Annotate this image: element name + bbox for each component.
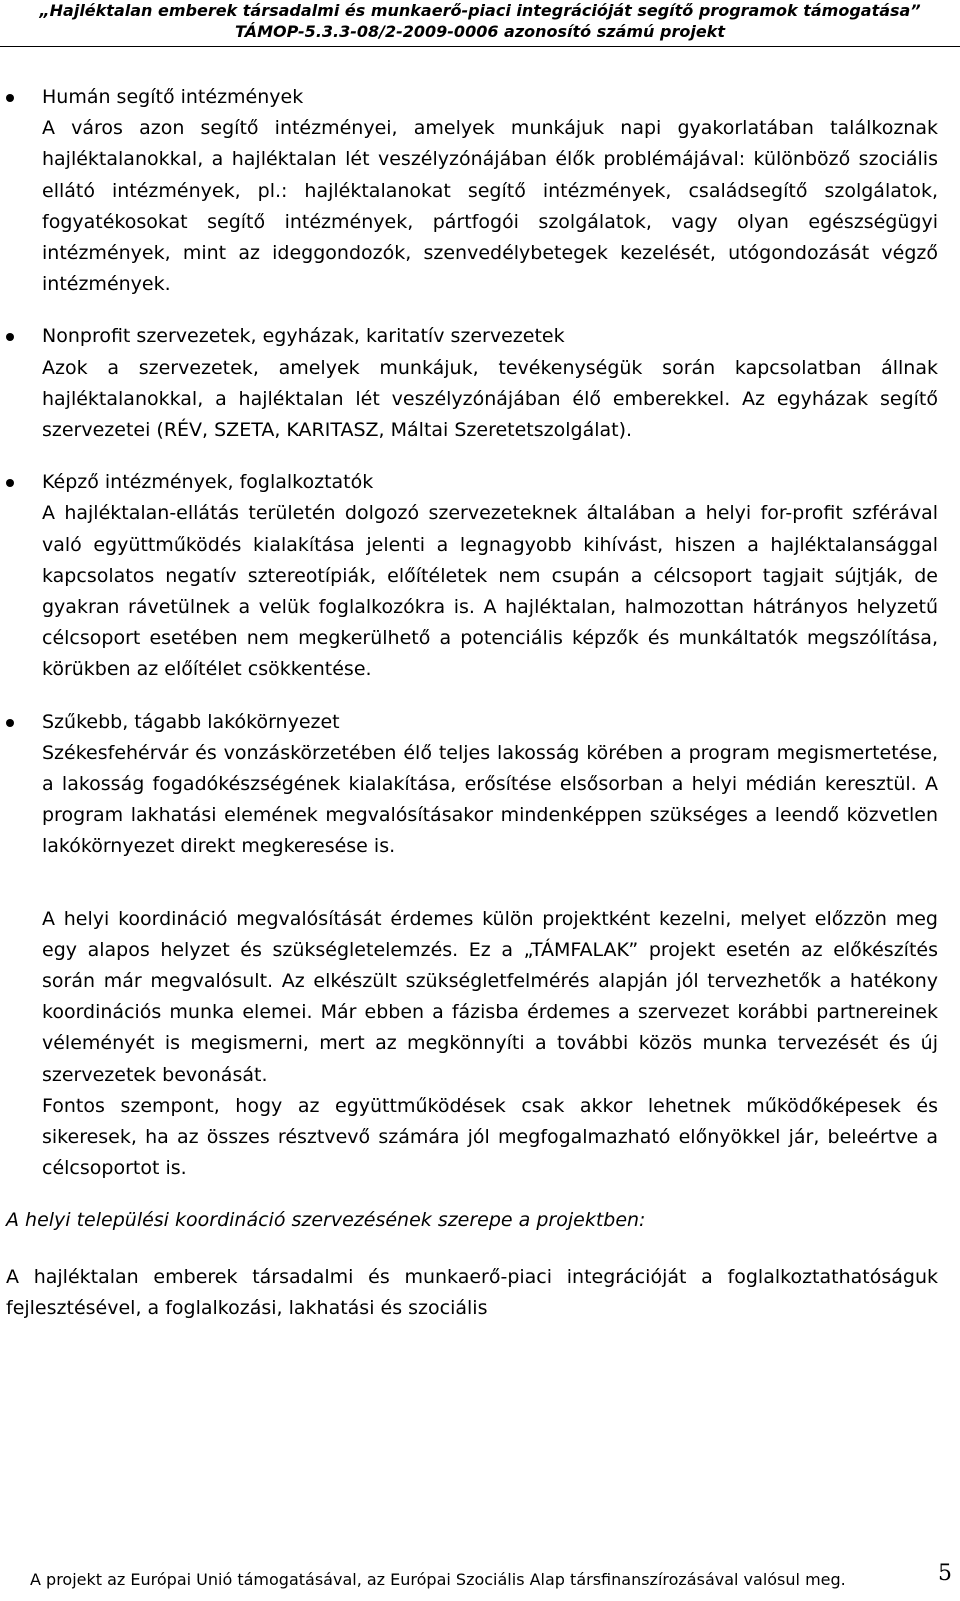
page-header xyxy=(0,0,960,44)
page-footer xyxy=(0,1561,960,1593)
bullet-text: A város azon segítő intézményei, amelyek munkájuk napi gyakorlatában találkoznak hajléktalanokkal, a hajléktalan lét veszélyzónájában élők problémájával: különböző szociális ellátó intézmények, pl.: hajléktalanokat segítő intézmények, családsegítő szolgálatok, fogyatékosokat segítő intézmények, pártfogói szolgálatok, vagy olyan egészségügyi intézmények, mint az ideggondozók, szenvedélybetegek kezelését, utógondozását végző intézmények. xyxy=(42,117,938,296)
bullet-item xyxy=(6,467,938,685)
footer-funding-note: A projekt az Európai Unió támogatásával, az Európai Szociális Alap társfinanszírozásával valósul meg. xyxy=(30,1570,846,1589)
bullet-title: Képző intézmények, foglalkoztatók xyxy=(42,471,374,494)
bullet-icon xyxy=(6,719,14,727)
document-body xyxy=(6,82,938,1324)
coordination-paragraph: A helyi koordináció megvalósítását érdemes külön projektként kezelni, melyet előzzön meg egy alapos helyzet és szükségletelemzés. Ez a „TÁMFALAK” projekt esetén az előkészítés során már megvalósult. Az elkészült szükségletfelmérés alapján jól tervezhetők a hatékony koordinációs munka elemei. Már ebben a fázisba érdemes a szervezet korábbi partnereinek véleményét is megismerni, mert az megkönnyíti a további közös munka tervezését és új szervezetek bevonását. xyxy=(42,907,938,1086)
spacer xyxy=(6,884,938,904)
bullet-icon xyxy=(6,333,14,341)
bullet-icon xyxy=(6,479,14,487)
section-heading: A helyi települési koordináció szervezésének szerepe a projektben: xyxy=(6,1208,646,1231)
bullet-item xyxy=(6,321,938,446)
coordination-block xyxy=(6,904,938,1185)
bullet-title: Nonprofit szervezetek, egyházak, karitatív szervezetek xyxy=(42,325,565,348)
header-project-id: TÁMOP-5.3.3-08/2-2009-0006 azonosító számú projekt xyxy=(235,22,725,41)
bullet-title: Humán segítő intézmények xyxy=(42,86,304,108)
final-paragraph: A hajléktalan emberek társadalmi és munkaerő-piaci integrációját a foglalkoztathatóságuk fejlesztésével, a foglalkozási, lakhatási és szociális xyxy=(6,1265,938,1319)
bullet-item xyxy=(6,82,938,300)
header-divider xyxy=(0,46,960,47)
bullet-text: Azok a szervezetek, amelyek munkájuk, tevékenységük során kapcsolatban állnak hajléktalanokkal, a hajléktalan lét veszélyzónájában élő emberekkel. Az egyházak segítő szervezetei (RÉV, SZETA, KARITASZ, Máltai Szeretetszolgálat). xyxy=(42,356,938,442)
header-title: „Hajléktalan emberek társadalmi és munkaerő-piaci integrációját segítő programok támogatása” xyxy=(39,1,921,20)
bullet-icon xyxy=(6,94,14,102)
page-number: 5 xyxy=(938,1561,952,1586)
bullet-text: A hajléktalan-ellátás területén dolgozó szervezeteknek általában a helyi for-profit szférával való együttműködés kialakítása jelenti a legnagyobb kihívást, hiszen a hajléktalansággal kapcsolatos negatív sztereotípiák, előítéletek nem csupán a célcsoport tagjait sújtják, de gyakran rávetülnek a velük foglalkozókra is. A hajléktalan, halmozottan hátrányos helyzetű célcsoport esetében nem megkerülhető a potenciális képzők és munkáltatók megszólítása, körükben az előítélet csökkentése. xyxy=(42,502,938,681)
bullet-title: Szűkebb, tágabb lakókörnyezet xyxy=(42,710,340,733)
cooperation-paragraph: Fontos szempont, hogy az együttműködések csak akkor lehetnek működőképesek és sikeresek, ha az összes résztvevő számára jól megfogalmazható előnyökkel jár, beleértve a célcsoportot is. xyxy=(42,1094,938,1180)
bullet-text: Székesfehérvár és vonzáskörzetében élő teljes lakosság körében a program megismertetése, a lakosság fogadókészségének kialakítása, erősítése elsősorban a helyi médián keresztül. A program lakhatási elemének megvalósításakor mindenképpen szükséges a leendő közvetlen lakókörnyezet direkt megkeresése is. xyxy=(42,741,938,858)
bullet-item xyxy=(6,707,938,863)
